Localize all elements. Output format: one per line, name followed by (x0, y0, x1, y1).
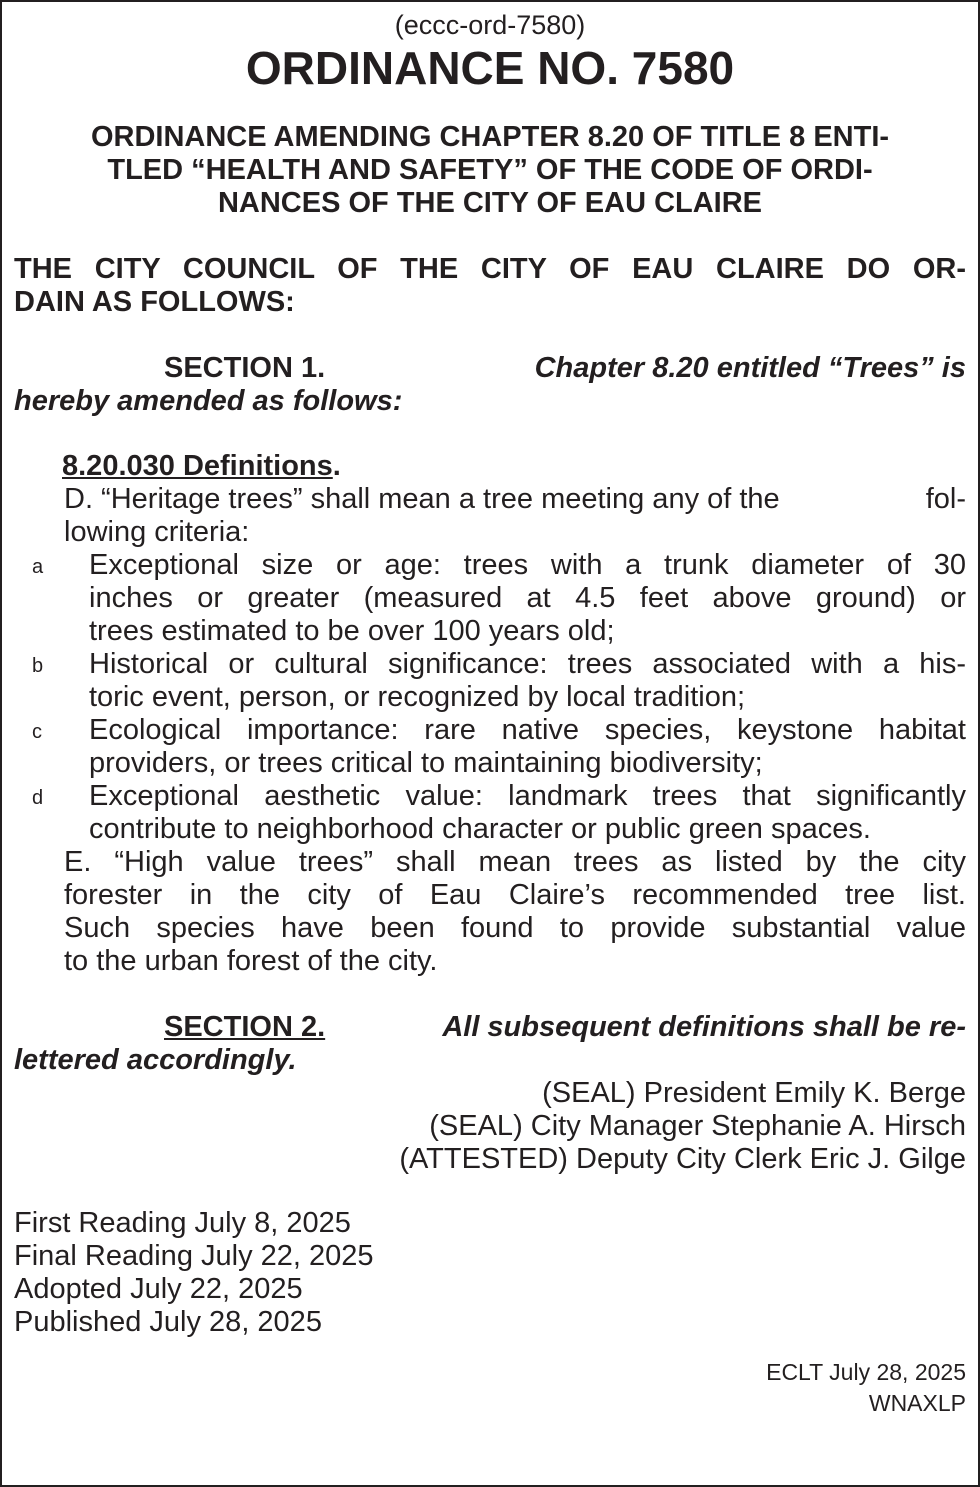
publication-date: ECLT July 28, 2025 (766, 1359, 966, 1385)
definition-e-text: to the urban forest of the city. (64, 945, 438, 977)
definitions-heading-row (14, 450, 966, 483)
list-item (14, 714, 966, 780)
definition-d-text: lowing criteria: (64, 516, 250, 548)
ordinance-code: (eccc-ord-7580) (394, 10, 586, 40)
signature-line: (SEAL) City Manager Stephanie A. Hirsch (429, 1110, 966, 1142)
reading-date: Final Reading July 22, 2025 (14, 1240, 374, 1272)
definitions-heading: 8.20.030 Definitions (62, 450, 333, 482)
list-item-text: toric event, person, or recognized by local tradition; (89, 681, 746, 713)
amendment-title-line: NANCES OF THE CITY OF EAU CLAIRE (217, 187, 763, 219)
list-item-letter: a (32, 556, 44, 578)
list-item-text: inches or greater (measured at 4.5 feet above ground) or (89, 582, 966, 614)
amendment-title-line: ORDINANCE AMENDING CHAPTER 8.20 OF TITLE 8 ENTI- (90, 121, 890, 153)
list-item-text: providers, or trees critical to maintaining biodiversity; (89, 747, 763, 779)
definition-d-hyphen: fol- (925, 483, 966, 515)
list-item-letter: c (32, 721, 42, 743)
list-item (14, 648, 966, 714)
publication-footer (14, 1357, 966, 1419)
council-line: THE CITY COUNCIL OF THE CITY OF EAU CLAIRE DO OR- (14, 253, 966, 285)
signature-line: (ATTESTED) Deputy City Clerk Eric J. Gilge (399, 1143, 966, 1175)
list-item-text: Ecological importance: rare native species, keystone habitat (89, 714, 966, 746)
list-item-letter: d (32, 787, 44, 809)
definition-e (14, 846, 966, 978)
definition-e-text: Such species have been found to provide substantial value (64, 912, 966, 944)
section-2 (14, 1011, 966, 1077)
criteria-list (14, 549, 966, 846)
list-item-text: Exceptional size or age: trees with a trunk diameter of 30 (89, 549, 966, 581)
council-line: DAIN AS FOLLOWS: (14, 286, 295, 318)
ordinance-title: ORDINANCE NO. 7580 (245, 42, 735, 94)
section-1-text: Chapter 8.20 entitled “Trees” is (534, 352, 966, 384)
section-2-label: SECTION 2. (164, 1011, 326, 1043)
section-1 (14, 352, 966, 418)
list-item-text: trees estimated to be over 100 years old; (89, 615, 615, 647)
list-item-letter: b (32, 655, 44, 677)
list-item (14, 780, 966, 846)
section-1-text: hereby amended as follows: (14, 385, 403, 417)
amendment-title (14, 121, 966, 220)
list-item (14, 549, 966, 648)
section-2-text: All subsequent definitions shall be re- (442, 1011, 966, 1043)
reading-dates (14, 1207, 966, 1339)
section-2-text: lettered accordingly. (14, 1044, 297, 1076)
list-item-text: Historical or cultural significance: trees associated with a his- (89, 648, 966, 680)
definition-d-text: D. “Heritage trees” shall mean a tree meeting any of the (64, 483, 780, 515)
signature-block (14, 1077, 966, 1176)
reading-date: Adopted July 22, 2025 (14, 1273, 303, 1305)
definition-d (14, 483, 966, 549)
signature-line: (SEAL) President Emily K. Berge (542, 1077, 966, 1109)
publication-code: WNAXLP (868, 1390, 966, 1416)
list-item-text: Exceptional aesthetic value: landmark trees that significantly (89, 780, 966, 812)
definitions-heading-period: . (332, 450, 341, 482)
list-item-text: contribute to neighborhood character or public green spaces. (89, 813, 871, 845)
amendment-title-line: TLED “HEALTH AND SAFETY” OF THE CODE OF ORDI- (107, 154, 873, 186)
reading-date: Published July 28, 2025 (14, 1306, 322, 1338)
definition-e-text: forester in the city of Eau Claire’s recommended tree list. (64, 879, 966, 911)
section-1-label: SECTION 1. (164, 352, 326, 384)
definition-e-text: E. “High value trees” shall mean trees as listed by the city (64, 846, 966, 878)
reading-date: First Reading July 8, 2025 (14, 1207, 351, 1239)
council-enactment (14, 253, 966, 319)
